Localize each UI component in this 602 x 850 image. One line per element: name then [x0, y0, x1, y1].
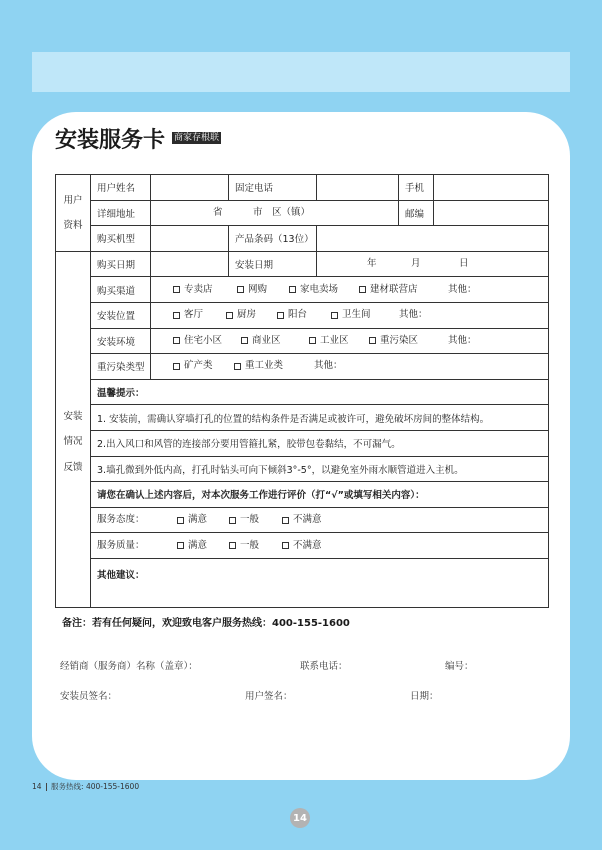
header-banner — [32, 52, 570, 92]
rating-instruction: 请您在确认上述内容后，对本次服务工作进行评价（打“√”或填写相关内容）： — [91, 482, 549, 508]
option-label: 满意 — [188, 514, 208, 526]
barcode-field — [317, 226, 549, 252]
checkbox-icon — [173, 312, 180, 319]
tip-item: 1. 安装前，需确认穿墙打孔的位置的结构条件是否满足或被许可，避免破坏房间的整体结构。 — [91, 405, 549, 431]
section-label-line: 反馈 — [63, 461, 83, 473]
option-satisfied — [177, 540, 207, 552]
model-field — [151, 226, 229, 252]
checkbox-icon — [177, 542, 184, 549]
table-row — [56, 226, 549, 252]
checkbox-icon — [237, 286, 244, 293]
card-title: 安装服务卡 — [55, 128, 166, 153]
table-row — [56, 482, 549, 508]
location-options — [151, 302, 549, 328]
option-label: 一般 — [240, 514, 260, 526]
tips-heading: 温馨提示： — [91, 379, 549, 405]
page-number: 14 — [293, 812, 307, 824]
checkbox-icon — [241, 337, 248, 344]
service-form-table — [55, 174, 549, 608]
option-average — [229, 540, 259, 552]
pollution-type-label: 重污染类型 — [91, 354, 151, 380]
month-label: 月 — [411, 258, 421, 270]
user-signature-label: 用户签名： — [245, 691, 293, 702]
table-row — [56, 354, 549, 380]
option-residential — [173, 335, 222, 347]
option-unsatisfied — [282, 514, 322, 526]
checkbox-icon — [277, 312, 284, 319]
serial-number-label: 编号： — [445, 661, 474, 672]
model-label: 购买机型 — [91, 226, 151, 252]
footer-hotline: 服务热线: 400-155-1600 — [51, 782, 140, 791]
option-label: 商业区 — [252, 334, 281, 346]
option-label: 矿产类 — [184, 360, 213, 372]
option-online — [237, 284, 267, 296]
tip-item: 2.出入风口和风管的连接部分要用管箍扎紧，胶带包卷黏结，不可漏气。 — [91, 430, 549, 456]
table-row — [56, 302, 549, 328]
install-date-field — [317, 251, 549, 277]
table-row — [56, 405, 549, 431]
checkbox-icon — [359, 286, 366, 293]
option-label: 建材联营店 — [370, 283, 418, 295]
option-label: 工业区 — [320, 334, 349, 346]
option-label: 卫生间 — [342, 309, 371, 321]
pollution-type-options — [151, 354, 549, 380]
section-label-line: 安装 — [63, 410, 83, 422]
option-label: 客厅 — [184, 309, 204, 321]
footer-page-number: 14 — [32, 782, 42, 791]
table-row — [56, 200, 549, 226]
user-name-label: 用户姓名 — [91, 175, 151, 201]
page-number-badge — [290, 808, 310, 828]
tip-item: 3.墙孔微到外低内高，打孔时钻头可向下倾斜3°-5°，以避免室外雨水顺管道进入主机。 — [91, 456, 549, 482]
barcode-label: 产品条码（13位） — [229, 226, 317, 252]
user-info-section-label — [56, 175, 91, 252]
landline-label: 固定电话 — [229, 175, 317, 201]
option-label: 住宅小区 — [184, 334, 223, 346]
option-appliance-mall — [289, 284, 338, 296]
year-label: 年 — [367, 258, 377, 270]
option-label: 专卖店 — [184, 283, 213, 295]
hotline-note: 备注：若有任何疑问，欢迎致电客户服务热线：400-155-1600 — [62, 618, 350, 629]
option-mining — [173, 360, 213, 372]
checkbox-icon — [229, 542, 236, 549]
other-label: 其他： — [448, 283, 477, 295]
option-industrial — [309, 335, 349, 347]
checkbox-icon — [331, 312, 338, 319]
other-label: 其他： — [399, 309, 428, 321]
table-row — [56, 328, 549, 354]
other-label: 其他： — [314, 360, 343, 372]
option-balcony — [277, 309, 307, 321]
environment-options — [151, 328, 549, 354]
section-label-line: 用户 — [63, 194, 83, 206]
option-commercial — [241, 335, 281, 347]
option-heavy-pollution — [369, 335, 418, 347]
table-row — [56, 507, 549, 533]
contact-phone-label: 联系电话： — [300, 661, 348, 672]
district-label: 区（镇） — [272, 206, 311, 218]
option-unsatisfied — [282, 540, 322, 552]
option-label: 不满意 — [293, 514, 322, 526]
mobile-label: 手机 — [399, 175, 434, 201]
option-label: 一般 — [240, 539, 260, 551]
day-label: 日 — [459, 258, 469, 270]
table-row — [56, 430, 549, 456]
checkbox-icon — [282, 542, 289, 549]
option-label: 网购 — [248, 283, 268, 295]
address-label: 详细地址 — [91, 200, 151, 226]
environment-label: 安装环境 — [91, 328, 151, 354]
option-building-materials-store — [359, 284, 418, 296]
option-label: 重工业类 — [245, 360, 284, 372]
checkbox-icon — [173, 363, 180, 370]
table-row — [56, 277, 549, 303]
install-date-label: 安装日期 — [229, 251, 317, 277]
quality-rating — [91, 533, 549, 559]
table-row — [56, 456, 549, 482]
location-label: 安装位置 — [91, 302, 151, 328]
option-specialty-store — [173, 284, 213, 296]
purchase-date-label: 购买日期 — [91, 251, 151, 277]
channel-label: 购买渠道 — [91, 277, 151, 303]
table-row — [56, 379, 549, 405]
attitude-label: 服务态度： — [97, 514, 145, 526]
table-row — [56, 533, 549, 559]
installer-signature-label: 安装员签名： — [60, 691, 118, 702]
purchase-date-field — [151, 251, 229, 277]
postcode-label: 邮编 — [399, 200, 434, 226]
option-kitchen — [226, 309, 256, 321]
checkbox-icon — [226, 312, 233, 319]
suggestions-label: 其他建议： — [91, 558, 549, 607]
checkbox-icon — [289, 286, 296, 293]
table-row — [56, 175, 549, 201]
other-label: 其他： — [448, 334, 477, 346]
user-name-field — [151, 175, 229, 201]
table-row — [56, 251, 549, 277]
checkbox-icon — [173, 337, 180, 344]
install-feedback-section-label — [56, 251, 91, 607]
dealer-name-label: 经销商（服务商）名称（盖章）： — [60, 661, 198, 672]
checkbox-icon — [229, 517, 236, 524]
option-heavy-industry — [234, 360, 283, 372]
province-label: 省 — [213, 206, 223, 218]
checkbox-icon — [309, 337, 316, 344]
option-label: 阳台 — [288, 309, 308, 321]
channel-options — [151, 277, 549, 303]
quality-label: 服务质量： — [97, 539, 145, 551]
attitude-rating — [91, 507, 549, 533]
address-field — [151, 200, 399, 226]
section-label-line: 资料 — [63, 219, 83, 231]
postcode-field — [434, 200, 549, 226]
checkbox-icon — [234, 363, 241, 370]
checkbox-icon — [282, 517, 289, 524]
option-satisfied — [177, 514, 207, 526]
option-label: 不满意 — [293, 539, 322, 551]
page-footer — [32, 782, 139, 792]
option-average — [229, 514, 259, 526]
option-living-room — [173, 309, 203, 321]
date-label: 日期： — [410, 691, 439, 702]
option-label: 家电卖场 — [300, 283, 339, 295]
footer-separator — [46, 783, 48, 791]
stub-label: 商家存根联 — [174, 133, 220, 143]
option-label: 厨房 — [237, 309, 257, 321]
option-label: 重污染区 — [380, 334, 419, 346]
option-label: 满意 — [188, 539, 208, 551]
checkbox-icon — [173, 286, 180, 293]
mobile-field — [434, 175, 549, 201]
checkbox-icon — [369, 337, 376, 344]
section-label-line: 情况 — [63, 436, 83, 448]
checkbox-icon — [177, 517, 184, 524]
landline-field — [317, 175, 399, 201]
city-label: 市 — [253, 206, 263, 218]
option-bathroom — [331, 309, 371, 321]
table-row — [56, 558, 549, 607]
